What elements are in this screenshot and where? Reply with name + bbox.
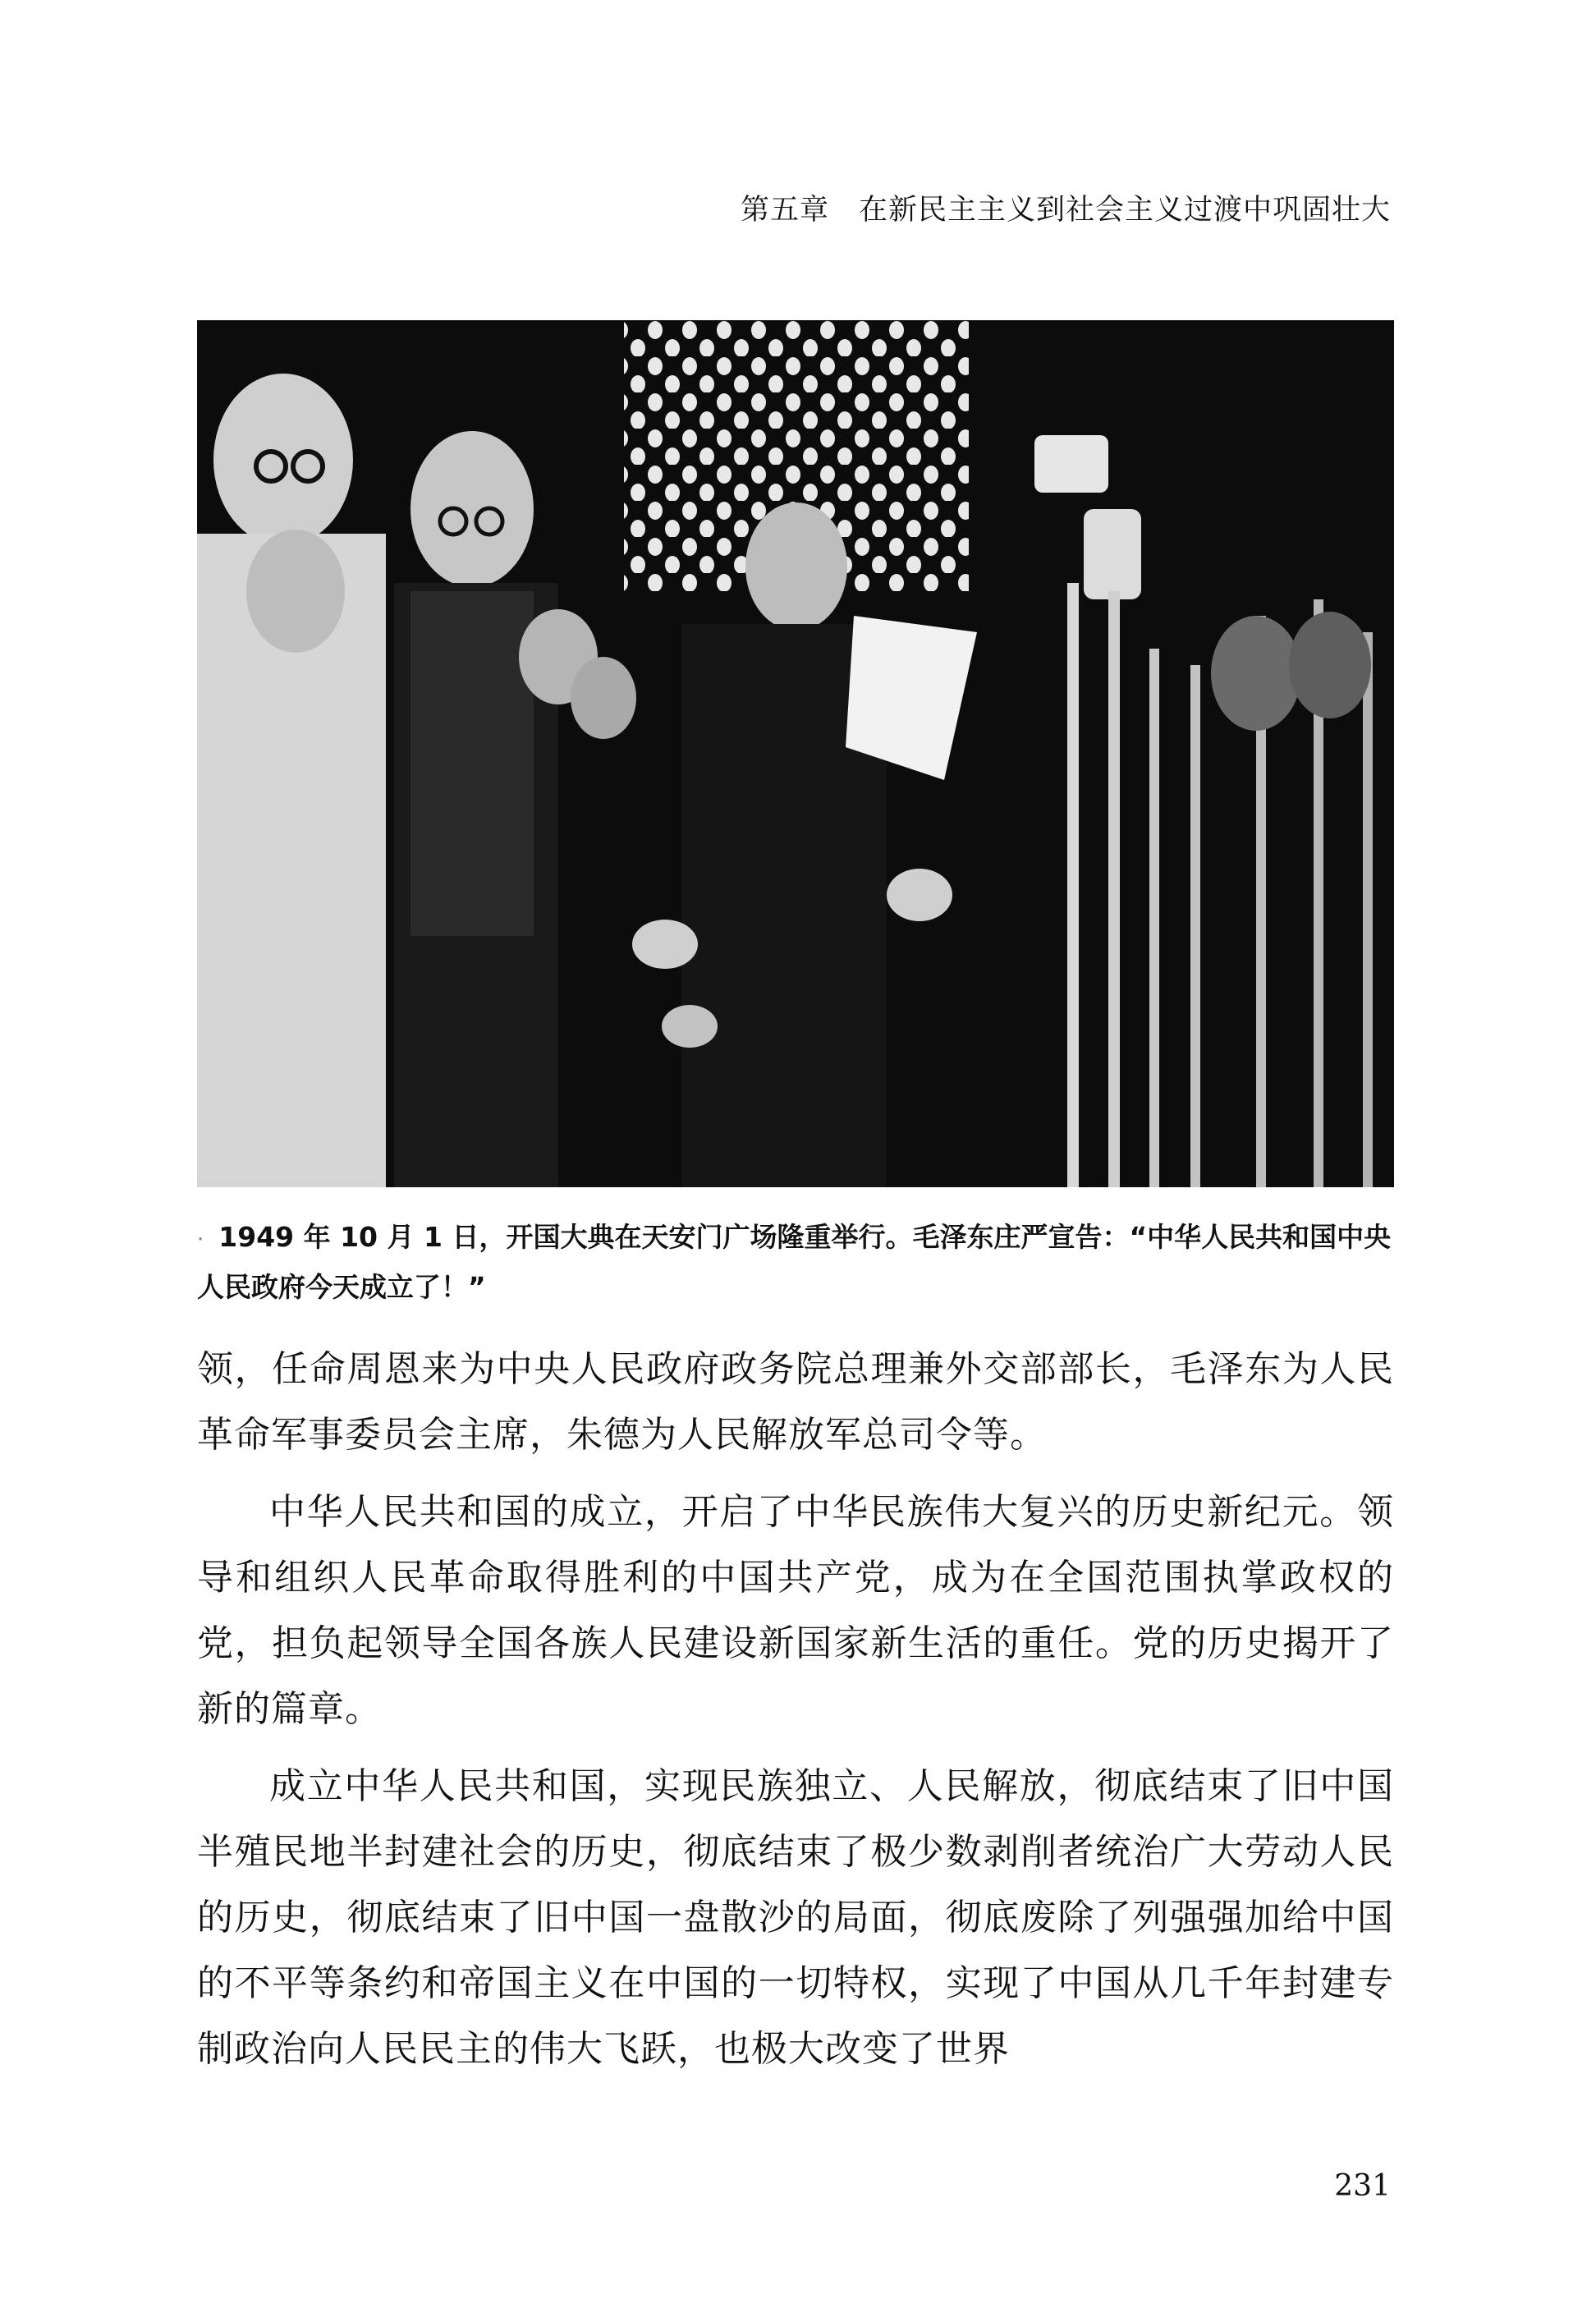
paragraph: 领，任命周恩来为中央人民政府政务院总理兼外交部部长，毛泽东为人民革命军事委员会主席，朱德为人民解放军总司令等。 [197, 1348, 1394, 1456]
body-text [197, 1337, 1394, 2094]
page-number: 231 [1334, 2169, 1391, 2203]
figure-caption [197, 1214, 1394, 1311]
paragraph: 成立中华人民共和国，实现民族独立、人民解放，彻底结束了旧中国半殖民地半封建社会的历史，彻底结束了极少数剥削者统治广大劳动人民的历史，彻底结束了旧中国一盘散沙的局面，彻底废除了列强强加给中国的不平等条约和帝国主义在中国的一切特权，实现了中国从几千年封建专制政治向人民民主的伟大飞跃，也极大改变了世界 [197, 1765, 1394, 2070]
caption-marker: · [197, 1227, 204, 1252]
caption-text: 1949 年 10 月 1 日，开国大典在天安门广场隆重举行。毛泽东庄严宣告：“中华人民共和国中央人民政府今天成立了！” [197, 1221, 1392, 1303]
paragraph: 中华人民共和国的成立，开启了中华民族伟大复兴的历史新纪元。领导和组织人民革命取得胜利的中国共产党，成为在全国范围执掌政权的党，担负起领导全国各族人民建设新国家新生活的重任。党的历史揭开了新的篇章。 [197, 1491, 1394, 1730]
historical-photo [197, 320, 1394, 1187]
running-head: 第五章 在新民主主义到社会主义过渡中巩固壮大 [740, 194, 1391, 227]
